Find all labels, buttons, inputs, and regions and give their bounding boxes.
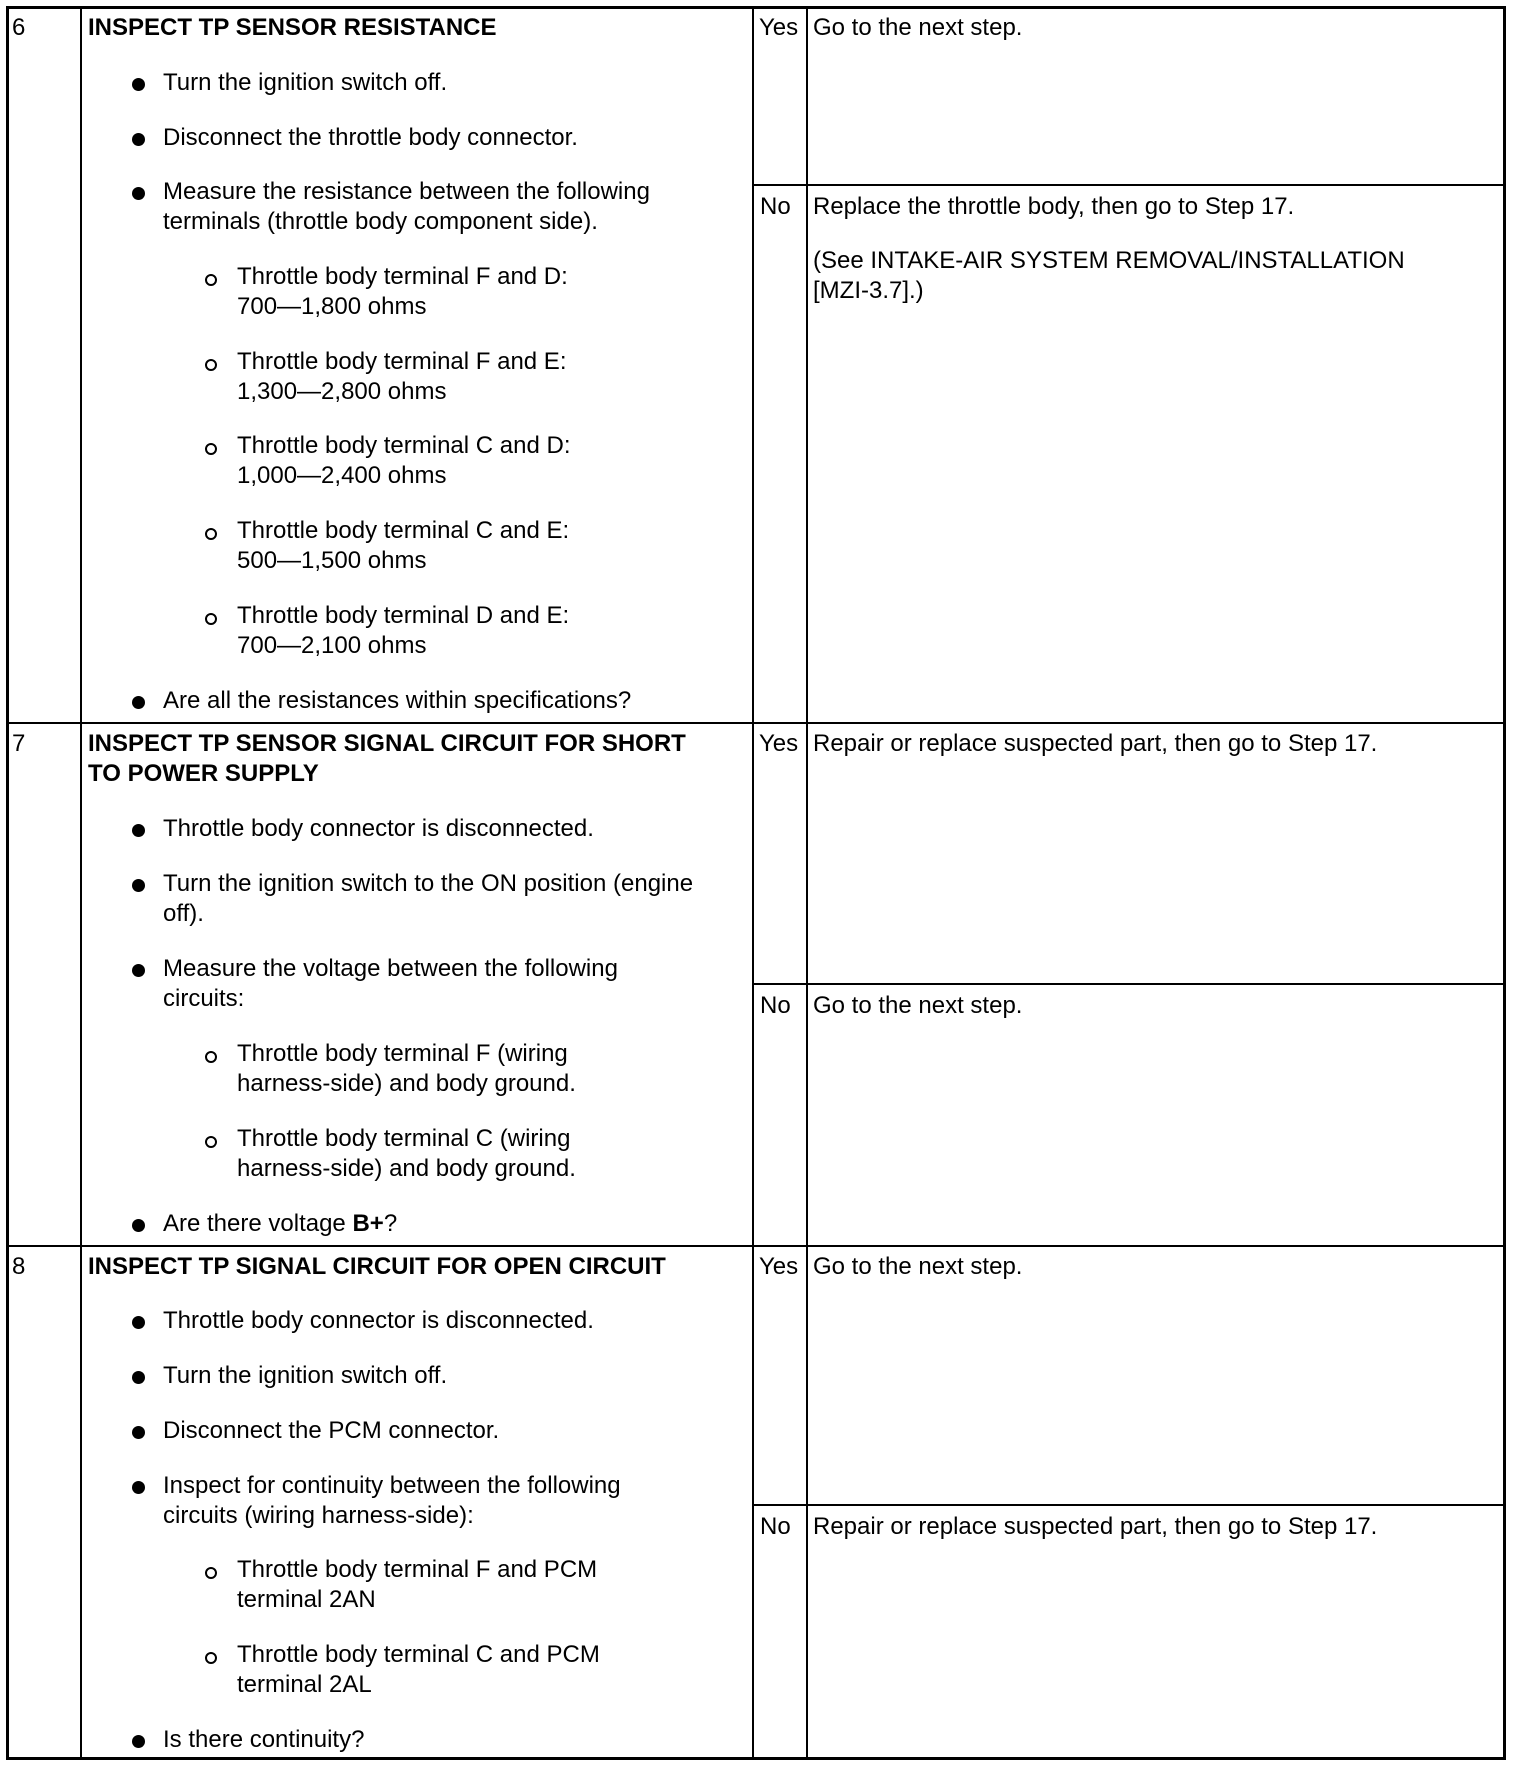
sub-item-text: terminal 2AL — [237, 1671, 372, 1698]
sub-bullet-icon — [205, 274, 217, 286]
sub-item-text: Throttle body terminal F (wiring — [237, 1040, 568, 1067]
step-number: 6 — [12, 14, 26, 41]
bullet-text: Measure the voltage between the following — [163, 955, 618, 982]
bullet-text-suffix: ? — [383, 1210, 398, 1237]
no-label: No — [760, 992, 791, 1019]
sub-item-text: 1,000—2,400 ohms — [237, 462, 447, 489]
yes-action: Go to the next step. — [813, 14, 1023, 41]
bullet-icon — [132, 1481, 145, 1494]
voltage-value: B+ — [352, 1210, 384, 1237]
bullet-text: Measure the resistance between the following — [163, 178, 650, 205]
bullet-text: Turn the ignition switch off. — [163, 1362, 448, 1389]
bullet-text: Are all the resistances within specifications? — [163, 687, 632, 714]
bullet-icon — [132, 1371, 145, 1384]
yes-no-divider — [752, 983, 1506, 985]
sub-item-text: 500—1,500 ohms — [237, 547, 427, 574]
no-label: No — [760, 193, 791, 220]
no-action-note: (See INTAKE-AIR SYSTEM REMOVAL/INSTALLATION — [813, 247, 1405, 274]
no-action: Repair or replace suspected part, then go to Step 17. — [813, 1513, 1378, 1540]
sub-item-text: 700—1,800 ohms — [237, 293, 427, 320]
bullet-icon — [132, 1735, 145, 1748]
bullet-text: off). — [163, 900, 204, 927]
bullet-icon — [132, 1426, 145, 1439]
bullet-text: Disconnect the PCM connector. — [163, 1417, 500, 1444]
yes-label: Yes — [759, 14, 799, 41]
sub-item-text: Throttle body terminal F and D: — [237, 263, 568, 290]
bullet-text: terminals (throttle body component side). — [163, 208, 598, 235]
sub-item-text: 1,300—2,800 ohms — [237, 378, 447, 405]
bullet-icon — [132, 964, 145, 977]
yes-label: Yes — [759, 1253, 799, 1280]
bullet-text: Is there continuity? — [163, 1726, 365, 1753]
sub-bullet-icon — [205, 528, 217, 540]
sub-item-text: harness-side) and body ground. — [237, 1070, 576, 1097]
column-divider-action — [806, 6, 808, 1760]
bullet-text — [163, 1209, 397, 1239]
bullet-text: Throttle body connector is disconnected. — [163, 815, 594, 842]
yes-action: Repair or replace suspected part, then go to Step 17. — [813, 730, 1378, 757]
column-divider-yesno — [752, 6, 754, 1760]
bullet-text: Turn the ignition switch off. — [163, 69, 448, 96]
bullet-icon — [132, 133, 145, 146]
sub-item-text: harness-side) and body ground. — [237, 1155, 576, 1182]
sub-item-text: Throttle body terminal C and PCM — [237, 1641, 600, 1668]
bullet-text: Disconnect the throttle body connector. — [163, 124, 578, 151]
bullet-icon — [132, 1219, 145, 1232]
sub-bullet-icon — [205, 443, 217, 455]
sub-item-text: Throttle body terminal F and PCM — [237, 1556, 598, 1583]
sub-item-text: Throttle body terminal D and E: — [237, 602, 570, 629]
sub-item-text: Throttle body terminal C and E: — [237, 517, 570, 544]
yes-action: Go to the next step. — [813, 1253, 1023, 1280]
bullet-icon — [132, 78, 145, 91]
sub-bullet-icon — [205, 613, 217, 625]
sub-bullet-icon — [205, 1051, 217, 1063]
column-divider-number — [80, 6, 82, 1760]
bullet-text: circuits (wiring harness-side): — [163, 1502, 474, 1529]
step-number: 8 — [12, 1253, 26, 1280]
sub-bullet-icon — [205, 1652, 217, 1664]
sub-item-text: Throttle body terminal C and D: — [237, 432, 571, 459]
bullet-text: circuits: — [163, 985, 245, 1012]
bullet-icon — [132, 187, 145, 200]
bullet-icon — [132, 696, 145, 709]
yes-no-divider — [752, 1504, 1506, 1506]
bullet-icon — [132, 824, 145, 837]
step-title: INSPECT TP SIGNAL CIRCUIT FOR OPEN CIRCUIT — [88, 1253, 666, 1280]
sub-item-text: Throttle body terminal F and E: — [237, 348, 567, 375]
step-title: INSPECT TP SENSOR RESISTANCE — [88, 14, 497, 41]
sub-bullet-icon — [205, 1136, 217, 1148]
bullet-text-main: Are there voltage — [163, 1210, 346, 1237]
bullet-icon — [132, 1316, 145, 1329]
yes-label: Yes — [759, 730, 799, 757]
no-action: Go to the next step. — [813, 992, 1023, 1019]
bullet-text: Inspect for continuity between the following — [163, 1472, 621, 1499]
sub-bullet-icon — [205, 1567, 217, 1579]
bullet-text: Throttle body connector is disconnected. — [163, 1307, 594, 1334]
step-number: 7 — [12, 730, 26, 757]
row-divider — [6, 722, 1506, 724]
sub-item-text: terminal 2AN — [237, 1586, 376, 1613]
no-action-note: [MZI-3.7].) — [813, 277, 924, 304]
row-divider — [6, 1245, 1506, 1247]
step-title: INSPECT TP SENSOR SIGNAL CIRCUIT FOR SHORT — [88, 730, 686, 757]
no-label: No — [760, 1513, 791, 1540]
sub-bullet-icon — [205, 359, 217, 371]
bullet-icon — [132, 879, 145, 892]
step-title: TO POWER SUPPLY — [88, 760, 319, 787]
yes-no-divider — [752, 184, 1506, 186]
bullet-text: Turn the ignition switch to the ON position (engine — [163, 870, 694, 897]
sub-item-text: Throttle body terminal C (wiring — [237, 1125, 571, 1152]
sub-item-text: 700—2,100 ohms — [237, 632, 427, 659]
no-action: Replace the throttle body, then go to Step 17. — [813, 193, 1295, 220]
